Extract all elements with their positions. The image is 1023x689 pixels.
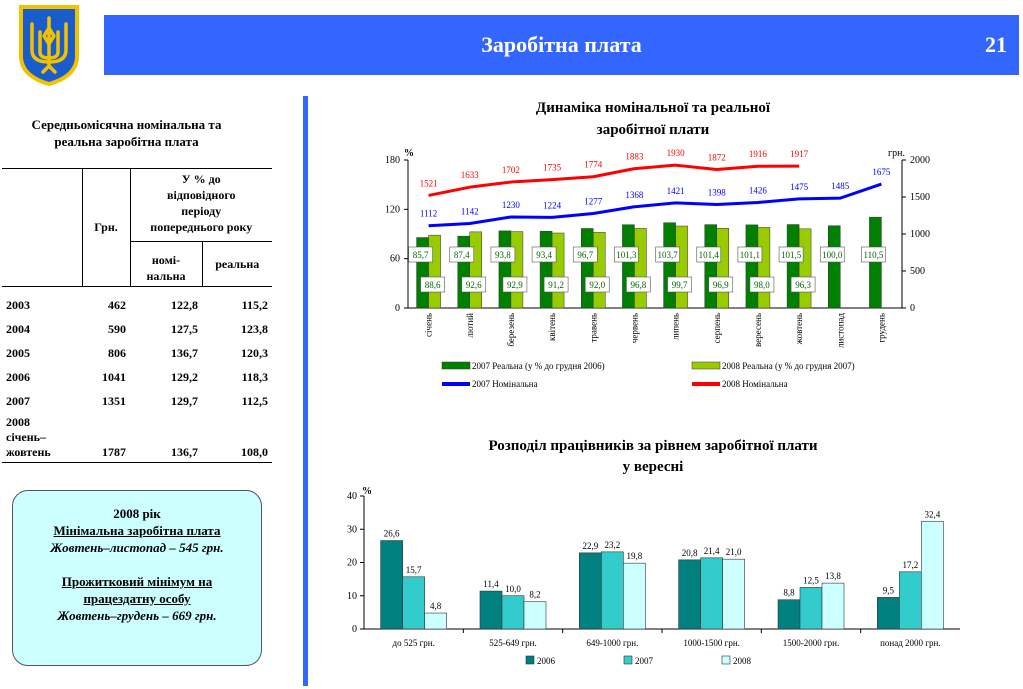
nominal-cell: 136,7 (171, 345, 198, 360)
chart2-bar (381, 541, 403, 629)
chart1-bar (634, 228, 646, 308)
chart2-bar-value-label: 22,9 (582, 540, 599, 551)
chart1-bar (622, 225, 634, 308)
table-row (2, 365, 272, 389)
year-cell: 2003 (2, 287, 82, 318)
chart2-bar (778, 600, 800, 629)
year-line1: 2008 (6, 415, 30, 429)
subsistence-value: Жовтень–грудень – 669 грн. (57, 608, 217, 623)
uah-cell: 590 (108, 321, 126, 336)
chart1-bar (758, 227, 770, 308)
chart2-legend-label: 2006 (537, 656, 555, 666)
chart1-category-label: квітень (547, 313, 558, 341)
chart1-line-value-label: 1917 (790, 149, 809, 160)
chart1-category-label: березень (505, 313, 516, 347)
chart2-title-line2: у вересні (622, 459, 684, 475)
min-wage-value: Жовтень–листопад – 545 грн. (50, 540, 224, 555)
chart2-legend-label: 2008 (733, 656, 751, 666)
chart2-bar (899, 572, 921, 629)
chart1-legend-label: 2007 Реальна (у % до грудня 2006) (472, 361, 605, 371)
chart1-category-label: листопад (835, 313, 846, 349)
chart1-legend-label: 2008 Номінальна (722, 379, 788, 389)
chart1-bar (593, 232, 605, 308)
chart2-ylabel: % (362, 486, 372, 497)
chart1-bar-value-label: 91,2 (548, 280, 564, 290)
chart1-category-label: лютий (464, 313, 475, 338)
chart2-bar-value-label: 10,0 (505, 583, 521, 594)
chart1-left-tick-label: 0 (395, 303, 400, 314)
chart1-title-line1: Динаміка номінальної та реальної (535, 100, 771, 116)
chart2-bar-value-label: 13,8 (825, 571, 841, 582)
chart1-bar-value-label: 85,7 (412, 250, 429, 260)
chart2-bar (403, 577, 425, 629)
info-year: 2008 рік (113, 506, 161, 521)
chart2-bar (723, 559, 745, 629)
chart1-category-label: жовтень (794, 313, 805, 345)
chart1-bar-value-label: 88,6 (424, 280, 441, 290)
chart1-left-tick-label: 60 (390, 253, 400, 265)
chart1-bar-value-label: 99,7 (671, 280, 688, 290)
chart1-bar (540, 231, 552, 308)
chart1-line-value-label: 1633 (460, 170, 479, 181)
table-row (2, 287, 272, 318)
chart1-category-label: вересень (752, 313, 763, 347)
chart2-plot (347, 491, 960, 666)
percent-header-line2: відповідного (167, 188, 236, 202)
chart2-category-label: 1000-1500 грн. (683, 638, 740, 648)
chart2-bar (701, 558, 723, 629)
subsistence-label-line1: Прожитковий мінімум на (61, 574, 213, 589)
chart2-bar-value-label: 11,4 (483, 579, 499, 590)
year-line3: жовтень (6, 445, 51, 459)
chart2-bar-value-label: 8,2 (529, 589, 541, 600)
uah-cell: 1041 (102, 369, 126, 384)
nominal-cell: 129,7 (171, 393, 198, 408)
chart1-bar (499, 231, 511, 308)
chart2-bar-value-label: 4,8 (430, 601, 442, 612)
percent-header-line3: періоду (181, 204, 222, 218)
chart1-line-value-label: 1521 (419, 178, 438, 189)
chart2-bar (579, 553, 601, 629)
chart1-bar-value-label: 110,5 (863, 250, 884, 260)
chart1-line-value-label: 1675 (872, 167, 891, 178)
chart2-y-tick-label: 20 (347, 557, 357, 569)
chart1-line-value-label: 1883 (625, 151, 644, 162)
chart2-bar-value-label: 20,8 (681, 547, 698, 558)
chart1-line-value-label: 1916 (748, 149, 767, 160)
real-cell: 112,5 (241, 393, 268, 408)
chart2-y-tick-label: 0 (352, 624, 357, 635)
chart1-category-label: липень (670, 313, 681, 341)
chart1-bar (787, 225, 799, 308)
chart1-legend-swatch (692, 362, 720, 369)
chart2-bar (822, 583, 844, 629)
chart2-legend-swatch (526, 656, 534, 664)
table-row (2, 389, 272, 413)
real-cell: 108,0 (202, 413, 272, 463)
nominal-cell: 129,2 (171, 369, 198, 384)
chart1-bar-value-label: 92,9 (507, 280, 523, 290)
chart1-line-value-label: 1426 (748, 185, 767, 196)
wage-dynamics-chart (330, 90, 1020, 410)
info-box (12, 490, 262, 666)
chart1-legend-swatch (442, 362, 470, 369)
chart1-bar-value-label: 103,7 (657, 250, 678, 260)
chart1-bar (429, 235, 441, 308)
chart1-line-value-label: 1774 (584, 159, 603, 170)
percent-header-line4: попереднього року (150, 220, 253, 234)
nominal-header-line2: нальна (146, 269, 186, 283)
chart1-legend-label: 2007 Номінальна (472, 379, 538, 389)
chart1-bar (511, 232, 523, 308)
chart2-bar-value-label: 15,7 (405, 564, 422, 575)
real-cell: 118,3 (241, 369, 268, 384)
chart1-bar-value-label: 92,6 (465, 280, 482, 290)
chart2-bar-value-label: 26,6 (383, 528, 400, 539)
chart1-bar (717, 228, 729, 308)
chart2-title-line1: Розподіл працівників за рівнем заробітної плати (488, 438, 818, 454)
chart1-bar-value-label: 101,5 (780, 250, 802, 260)
uah-header: Грн. (82, 169, 130, 287)
year-header-cell (2, 169, 82, 287)
chart1-bar-value-label: 100,0 (822, 250, 843, 260)
chart2-category-label: понад 2000 грн. (880, 638, 941, 648)
chart2-category-label: 525-649 грн. (489, 638, 537, 648)
real-header: реальна (202, 242, 272, 287)
chart2-y-tick-label: 10 (347, 590, 357, 602)
chart2-category-label: 1500-2000 грн. (782, 638, 840, 648)
chart1-bar-value-label: 87,4 (453, 250, 470, 260)
table-title (4, 116, 249, 150)
chart1-right-tick-label: 2000 (910, 155, 930, 166)
table-header-row (2, 169, 272, 242)
chart2-bar (524, 602, 546, 629)
chart2-bar-value-label: 32,4 (924, 509, 941, 520)
chart2-bar (679, 560, 701, 629)
year-cell (2, 413, 82, 463)
chart2-category-label: до 525 грн. (392, 638, 435, 648)
chart1-bar-value-label: 96,8 (630, 280, 647, 290)
table-title-line2: реальна заробітна плата (54, 134, 199, 149)
chart2-bar (877, 597, 899, 629)
chart2-bar (425, 613, 447, 629)
chart1-bar (676, 226, 688, 308)
chart2-bar (601, 552, 623, 629)
vertical-divider (303, 96, 308, 686)
chart2-legend-swatch (624, 656, 632, 664)
chart1-category-label: травень (588, 313, 599, 343)
chart2-category-label: 649-1000 грн. (586, 638, 639, 648)
chart1-category-label: серпень (711, 313, 722, 344)
chart1-plot (385, 148, 930, 389)
year-cell: 2005 (6, 345, 30, 360)
year-cell: 2004 (6, 321, 30, 336)
nominal-cell: 136,7 (130, 413, 202, 463)
chart2-bar (480, 591, 502, 629)
chart2-bar (502, 596, 524, 629)
chart1-series-line (429, 181, 882, 226)
chart1-bar-value-label: 96,3 (795, 280, 811, 290)
chart2-bar (623, 563, 645, 629)
chart1-bar (799, 229, 811, 308)
real-cell: 123,8 (241, 321, 268, 336)
chart1-line-value-label: 1735 (543, 162, 562, 173)
chart1-bar-value-label: 96,9 (712, 280, 729, 290)
chart1-bar (828, 226, 840, 308)
chart1-line-value-label: 1872 (707, 152, 726, 163)
chart2-bar-value-label: 17,2 (902, 559, 919, 570)
chart2-bar (800, 587, 822, 629)
chart1-category-label: грудень (876, 313, 887, 343)
uah-cell: 1351 (102, 393, 126, 408)
chart1-bar-value-label: 92,0 (589, 280, 606, 290)
chart1-bar-value-label: 98,0 (754, 280, 770, 290)
table-row (2, 413, 272, 463)
year-cell: 2006 (6, 369, 30, 384)
year-line2: січень– (6, 430, 47, 444)
chart1-bar (552, 233, 564, 308)
page-number: 21 (985, 32, 1007, 57)
chart1-bar-value-label: 96,7 (577, 250, 594, 260)
chart1-bar (705, 225, 717, 308)
chart1-bar (746, 225, 758, 308)
table-row (2, 341, 272, 365)
chart2-bar-value-label: 8,8 (783, 587, 795, 598)
year-cell: 2007 (6, 393, 30, 408)
chart2-legend-swatch (722, 656, 730, 664)
chart1-bar (869, 217, 881, 308)
chart1-legend-label: 2008 Реальна (у % до грудня 2007) (722, 361, 855, 371)
nominal-header (130, 242, 202, 287)
chart2-y-tick-label: 40 (347, 491, 357, 502)
chart1-category-label: червень (629, 313, 640, 344)
chart1-bar (581, 228, 593, 308)
chart1-line-value-label: 1702 (501, 165, 520, 176)
chart1-bar (470, 232, 482, 308)
chart1-line-value-label: 1930 (666, 148, 685, 159)
coat-of-arms-icon (18, 4, 80, 86)
chart1-line-value-label: 1475 (790, 181, 809, 192)
chart1-line-value-label: 1421 (666, 185, 685, 196)
chart1-left-unit: % (404, 148, 414, 159)
wage-table (2, 168, 272, 463)
chart1-left-tick-label: 120 (385, 204, 400, 216)
chart2-bar-value-label: 12,5 (803, 575, 819, 586)
chart2-legend-label: 2007 (635, 656, 653, 666)
header-banner (104, 15, 1019, 75)
wage-distribution-chart (330, 430, 1020, 680)
table-row (2, 317, 272, 341)
real-cell: 120,3 (241, 345, 268, 360)
chart1-category-label: січень (423, 313, 434, 337)
chart2-y-tick-label: 30 (347, 524, 357, 536)
nominal-cell: 122,8 (130, 287, 202, 318)
chart1-line-value-label: 1485 (831, 181, 850, 192)
uah-cell: 1787 (82, 413, 130, 463)
chart1-line-value-label: 1224 (543, 200, 562, 211)
chart1-line-value-label: 1142 (460, 206, 479, 217)
min-wage-label: Мінімальна заробітна плата (53, 523, 221, 538)
chart2-bar-value-label: 9,5 (882, 585, 894, 596)
real-cell: 115,2 (202, 287, 272, 318)
chart1-line-value-label: 1368 (625, 189, 644, 200)
subsistence-label-line2: працездатну особу (83, 591, 191, 606)
chart1-bar (664, 223, 676, 308)
chart1-line-value-label: 1230 (501, 199, 520, 210)
page-title: Заробітна плата (481, 32, 642, 57)
percent-header-line1: У % до (181, 172, 221, 186)
chart1-right-tick-label: 1000 (910, 229, 930, 240)
chart2-bar-value-label: 23,2 (604, 539, 621, 550)
chart1-line-value-label: 1277 (584, 196, 603, 207)
chart2-bar-value-label: 21,4 (703, 545, 720, 556)
chart1-right-tick-label: 0 (910, 303, 915, 314)
table-title-line1: Середньомісячна номінальна та (31, 117, 222, 132)
chart1-bar-value-label: 93,4 (536, 250, 552, 260)
chart1-bar-value-label: 101,3 (616, 250, 637, 260)
chart1-line-value-label: 1398 (707, 187, 726, 198)
uah-cell: 806 (108, 345, 126, 360)
nominal-cell: 127,5 (171, 321, 198, 336)
chart1-right-unit: грн. (888, 148, 905, 159)
chart1-right-tick-label: 1500 (910, 192, 930, 203)
chart1-bar-value-label: 101,1 (739, 250, 761, 260)
chart1-right-tick-label: 500 (910, 266, 925, 277)
percent-header (130, 169, 272, 242)
uah-cell: 462 (82, 287, 130, 318)
chart2-bar (921, 521, 943, 629)
chart2-bar-value-label: 19,8 (626, 551, 643, 562)
chart1-bar-value-label: 101,4 (698, 250, 719, 260)
chart1-title-line2: заробітної плати (596, 122, 710, 138)
chart2-bar-value-label: 21,0 (725, 547, 742, 558)
nominal-header-line1: номі- (151, 253, 181, 267)
chart1-bar-value-label: 93,8 (495, 250, 511, 260)
chart1-line-value-label: 1112 (419, 208, 438, 219)
chart1-left-tick-label: 180 (385, 155, 400, 166)
